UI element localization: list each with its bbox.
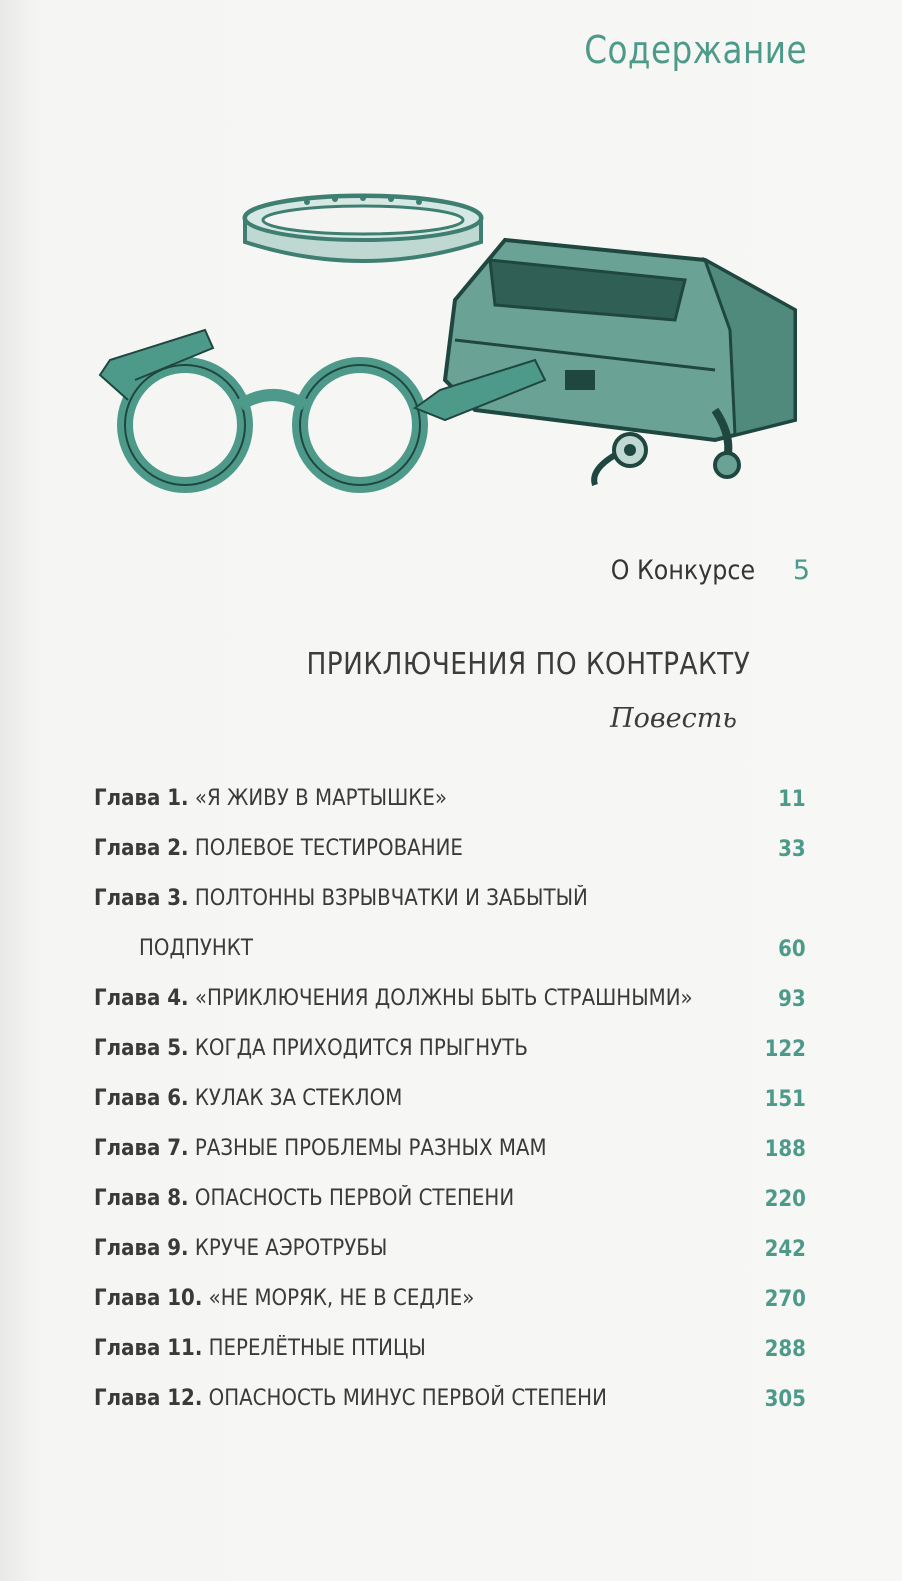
chapter-title-continued: ПОДПУНКТ: [139, 936, 253, 961]
chapter-number: Глава 9.: [94, 1236, 189, 1261]
chapter-title: КУЛАК ЗА СТЕКЛОМ: [194, 1086, 403, 1111]
chapter-number: Глава 5.: [94, 1036, 189, 1061]
chapter-item[interactable]: [94, 770, 806, 820]
chapter-item[interactable]: [94, 1270, 806, 1320]
chapter-number: Глава 1.: [94, 786, 189, 811]
chapter-page: 122: [764, 1037, 806, 1062]
section-subtitle: Повесть: [610, 703, 737, 734]
chapter-item[interactable]: [94, 870, 806, 970]
chapter-item[interactable]: [94, 1170, 806, 1220]
toc-entry-page: 5: [792, 555, 810, 586]
chapter-number: Глава 8.: [94, 1186, 189, 1211]
chapter-page: 151: [764, 1087, 806, 1112]
section-title: ПРИКЛЮЧЕНИЯ ПО КОНТРАКТУ: [306, 647, 750, 682]
chapter-page: 305: [764, 1387, 806, 1412]
chapter-page: 288: [764, 1337, 806, 1362]
chapter-list: [94, 770, 806, 1420]
chapter-title: «ПРИКЛЮЧЕНИЯ ДОЛЖНЫ БЫТЬ СТРАШНЫМИ»: [194, 986, 693, 1011]
chapter-page: 188: [764, 1137, 806, 1162]
chapter-page: 93: [778, 987, 806, 1012]
chapter-page: 11: [778, 787, 806, 812]
page-title: Содержание: [584, 28, 807, 72]
chapter-title: ОПАСНОСТЬ МИНУС ПЕРВОЙ СТЕПЕНИ: [208, 1386, 607, 1411]
chapter-title: ОПАСНОСТЬ ПЕРВОЙ СТЕПЕНИ: [194, 1186, 515, 1211]
device-icon: [445, 240, 795, 440]
chapter-title: ПОЛЕВОЕ ТЕСТИРОВАНИЕ: [194, 836, 463, 861]
chapter-number: Глава 10.: [94, 1286, 203, 1311]
chapter-item[interactable]: [94, 1120, 806, 1170]
gadgets-illustration: [95, 180, 815, 510]
chapter-title: ПЕРЕЛЁТНЫЕ ПТИЦЫ: [208, 1336, 426, 1361]
chapter-number: Глава 6.: [94, 1086, 189, 1111]
chapter-page: 33: [778, 837, 806, 862]
toc-entry-about[interactable]: [591, 555, 810, 586]
chapter-item[interactable]: [94, 1370, 806, 1420]
chapter-number: Глава 11.: [94, 1336, 203, 1361]
chapter-title: ПОЛТОННЫ ВЗРЫВЧАТКИ И ЗАБЫТЫЙ: [194, 886, 588, 911]
headband-icon: [245, 195, 481, 261]
chapter-number: Глава 4.: [94, 986, 189, 1011]
chapter-item[interactable]: [94, 1220, 806, 1270]
chapter-page: 220: [764, 1187, 806, 1212]
chapter-number: Глава 12.: [94, 1386, 203, 1411]
chapter-page: 270: [764, 1287, 806, 1312]
chapter-item[interactable]: [94, 1020, 806, 1070]
toc-entry-label: О Конкурсе: [610, 555, 755, 586]
chapter-title: КРУЧЕ АЭРОТРУБЫ: [194, 1236, 388, 1261]
chapter-item[interactable]: [94, 820, 806, 870]
chapter-item[interactable]: [94, 1070, 806, 1120]
chapter-item[interactable]: [94, 970, 806, 1020]
chapter-title: «Я ЖИВУ В МАРТЫШКЕ»: [194, 786, 447, 811]
chapter-number: Глава 3.: [94, 886, 189, 911]
chapter-title: «НЕ МОРЯК, НЕ В СЕДЛЕ»: [208, 1286, 475, 1311]
chapter-number: Глава 2.: [94, 836, 189, 861]
chapter-page: 60: [778, 937, 806, 962]
chapter-number: Глава 7.: [94, 1136, 189, 1161]
chapter-title: КОГДА ПРИХОДИТСЯ ПРЫГНУТЬ: [194, 1036, 528, 1061]
chapter-page: 242: [764, 1237, 806, 1262]
chapter-title: РАЗНЫЕ ПРОБЛЕМЫ РАЗНЫХ МАМ: [194, 1136, 547, 1161]
chapter-item[interactable]: [94, 1320, 806, 1370]
